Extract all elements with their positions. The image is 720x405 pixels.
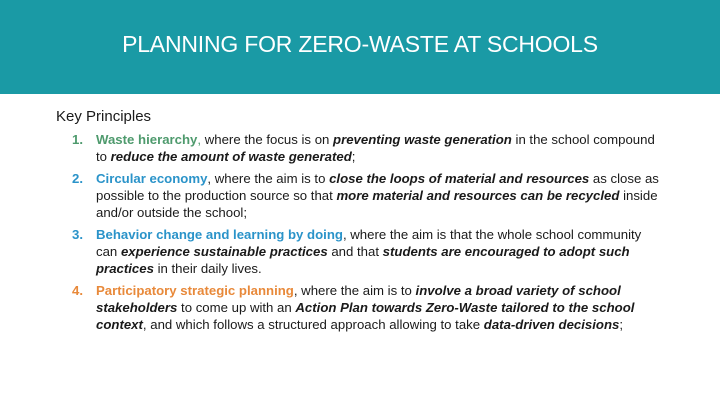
item-emphasis: experience sustainable practices (120, 244, 328, 259)
item-text: to come up with an (177, 300, 296, 315)
item-heading: Waste hierarchy (96, 132, 198, 147)
principles-list (56, 131, 666, 333)
item-heading: Participatory strategic planning (96, 283, 294, 298)
title-banner (0, 0, 720, 94)
item-text: , where the aim is to (207, 171, 330, 186)
item-emphasis: more material and resources can be recycled (336, 188, 620, 203)
item-emphasis: preventing waste generation (333, 132, 512, 147)
item-number: 4. (72, 283, 83, 298)
item-text: ; (351, 149, 356, 164)
item-emphasis: students are encouraged to adopt such practices (96, 244, 630, 276)
item-text: , where the aim is that the whole school community can (96, 227, 642, 259)
item-heading: Behavior change and learning by doing (96, 227, 343, 242)
item-text: in their daily lives. (153, 261, 262, 276)
item-number: 3. (72, 227, 83, 242)
principle-item-behavior-change (56, 226, 666, 277)
item-text: inside and/or outside the school; (96, 188, 658, 220)
item-emphasis: data-driven decisions (483, 317, 620, 332)
item-heading: Circular economy (96, 171, 208, 186)
principle-item-waste-hierarchy (56, 131, 666, 165)
item-text: in the school compound to (96, 132, 655, 164)
item-emphasis: reduce the amount of waste generated (110, 149, 352, 164)
item-number: 2. (72, 171, 83, 186)
item-emphasis: close the loops of material and resources (329, 171, 590, 186)
slide-body (56, 108, 666, 338)
item-text: as close as possible to the production source so that (96, 171, 659, 203)
item-emphasis: involve a broad variety of school stakeholders (96, 283, 621, 315)
item-text: , where the aim is to (293, 283, 416, 298)
item-heading-punct: , (197, 132, 202, 147)
item-number: 1. (72, 132, 83, 147)
item-text: and that (327, 244, 383, 259)
item-text: where the focus is on (201, 132, 334, 147)
principle-item-circular-economy (56, 170, 666, 221)
section-subtitle: Key Principles (56, 108, 152, 125)
page-title: PLANNING FOR ZERO-WASTE AT SCHOOLS (122, 30, 598, 57)
principle-item-participatory-planning (56, 282, 666, 333)
item-emphasis: Action Plan towards Zero-Waste tailored to the school context (96, 300, 635, 332)
item-text: , and which follows a structured approach allowing to take (142, 317, 484, 332)
item-text: ; (619, 317, 624, 332)
